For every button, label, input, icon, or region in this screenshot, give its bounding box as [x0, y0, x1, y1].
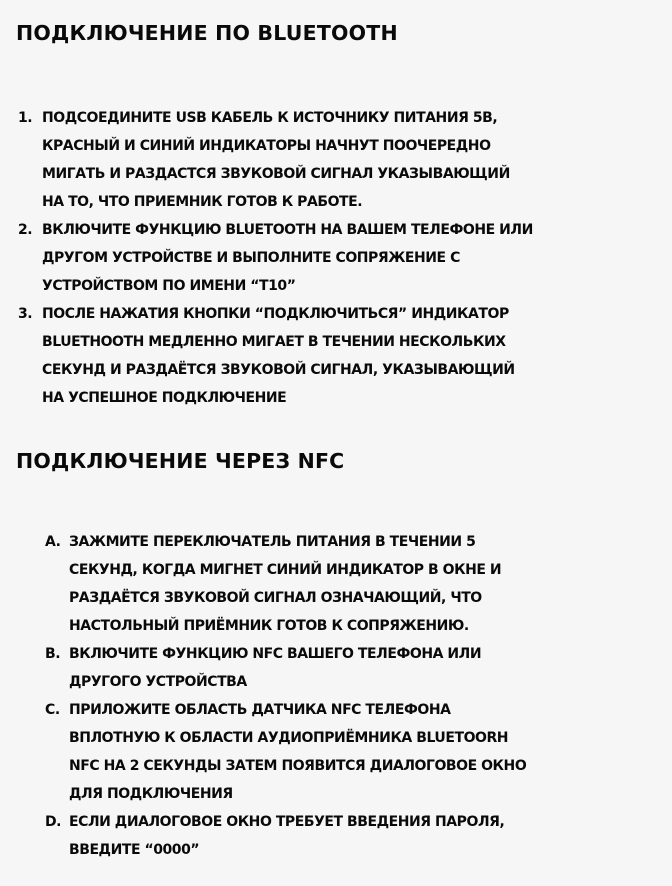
step-text-line: НА УСПЕШНОЕ ПОДКЛЮЧЕНИЕ	[42, 390, 287, 406]
list-item	[45, 808, 663, 864]
bluetooth-steps-list	[18, 104, 658, 412]
step-text-line: НА ТО, ЧТО ПРИЕМНИК ГОТОВ К РАБОТЕ.	[42, 194, 363, 210]
step-marker: 1.	[18, 110, 33, 126]
step-text-line: NFC НА 2 СЕКУНДЫ ЗАТЕМ ПОЯВИТСЯ ДИАЛОГОВОЕ ОКНО	[69, 758, 527, 774]
step-text-line: НАСТОЛЬНЫЙ ПРИЁМНИК ГОТОВ К СОПРЯЖЕНИЮ.	[69, 618, 469, 634]
section-title-nfc: ПОДКЛЮЧЕНИЕ ЧЕРЕЗ NFC	[16, 449, 345, 473]
step-marker: C.	[45, 702, 60, 718]
step-marker: 3.	[18, 306, 33, 322]
list-item	[45, 528, 663, 640]
step-text-line: УСТРОЙСТВОМ ПО ИМЕНИ “T10”	[42, 278, 296, 294]
step-marker: D.	[45, 814, 62, 830]
step-text-line: ДРУГОМ УСТРОЙСТВЕ И ВЫПОЛНИТЕ СОПРЯЖЕНИЕ С	[42, 250, 460, 266]
step-text-line: ДЛЯ ПОДКЛЮЧЕНИЯ	[69, 786, 233, 802]
step-text-line: РАЗДАЁТСЯ ЗВУКОВОЙ СИГНАЛ ОЗНАЧАЮЩИЙ, ЧТО	[69, 590, 482, 606]
step-text-line: ВВЕДИТЕ “0000”	[69, 842, 200, 858]
step-text-line: МИГАТЬ И РАЗДАСТСЯ ЗВУКОВОЙ СИГНАЛ УКАЗЫВАЮЩИЙ	[42, 166, 510, 182]
step-text-line: ВКЛЮЧИТЕ ФУНКЦИЮ NFC ВАШЕГО ТЕЛЕФОНА ИЛИ	[69, 646, 482, 662]
list-item	[18, 104, 658, 216]
section-title-bluetooth: ПОДКЛЮЧЕНИЕ ПО BLUETOOTH	[16, 21, 398, 45]
step-text-line: СЕКУНД, КОГДА МИГНЕТ СИНИЙ ИНДИКАТОР В ОКНЕ И	[69, 562, 502, 578]
step-marker: 2.	[18, 222, 33, 238]
step-marker: A.	[45, 534, 61, 550]
nfc-steps-list	[45, 528, 663, 864]
step-text-line: ПОДСОЕДИНИТЕ USB КАБЕЛЬ К ИСТОЧНИКУ ПИТАНИЯ 5В,	[42, 110, 498, 126]
step-text-line: ВПЛОТНУЮ К ОБЛАСТИ АУДИОПРИЁМНИКА BLUETOORH	[69, 730, 509, 746]
step-text-line: СЕКУНД И РАЗДАЁТСЯ ЗВУКОВОЙ СИГНАЛ, УКАЗЫВАЮЩИЙ	[42, 362, 515, 378]
list-item	[18, 300, 658, 412]
step-text-line: ВКЛЮЧИТЕ ФУНКЦИЮ BLUETOOTH НА ВАШЕМ ТЕЛЕФОНЕ ИЛИ	[42, 222, 533, 238]
list-item	[45, 696, 663, 808]
step-marker: B.	[45, 646, 61, 662]
step-text-line: ДРУГОГО УСТРОЙСТВА	[69, 674, 247, 690]
step-text-line: BLUETHOOTH МЕДЛЕННО МИГАЕТ В ТЕЧЕНИИ НЕСКОЛЬКИХ	[42, 334, 506, 350]
step-text-line: ПОСЛЕ НАЖАТИЯ КНОПКИ “ПОДКЛЮЧИТЬСЯ” ИНДИКАТОР	[42, 306, 509, 322]
list-item	[18, 216, 658, 300]
step-text-line: ЗАЖМИТЕ ПЕРЕКЛЮЧАТЕЛЬ ПИТАНИЯ В ТЕЧЕНИИ 5	[69, 534, 476, 550]
list-item	[45, 640, 663, 696]
step-text-line: ЕСЛИ ДИАЛОГОВОЕ ОКНО ТРЕБУЕТ ВВЕДЕНИЯ ПАРОЛЯ,	[69, 814, 505, 830]
step-text-line: КРАСНЫЙ И СИНИЙ ИНДИКАТОРЫ НАЧНУТ ПООЧЕРЕДНО	[42, 138, 491, 154]
step-text-line: ПРИЛОЖИТЕ ОБЛАСТЬ ДАТЧИКА NFC ТЕЛЕФОНА	[69, 702, 451, 718]
